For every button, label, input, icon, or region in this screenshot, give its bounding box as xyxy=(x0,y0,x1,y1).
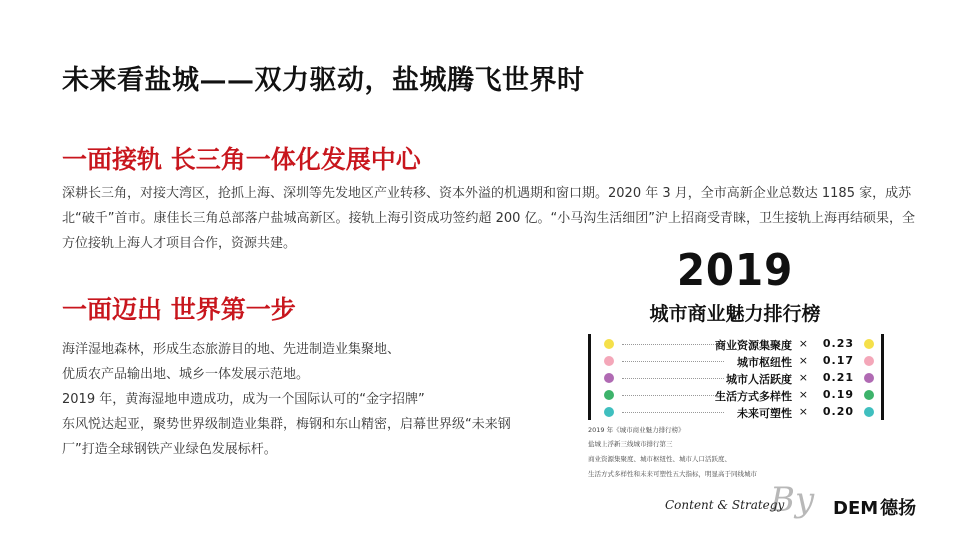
section2-line: 海洋湿地森林，形成生态旅游目的地、先进制造业集聚地、 xyxy=(62,342,401,357)
ranking-score: 0.17 xyxy=(822,354,854,367)
dot-icon xyxy=(864,390,874,400)
times-symbol: × xyxy=(798,388,808,401)
ranking-score: 0.20 xyxy=(822,405,854,418)
ranking-name: 未来可塑性 xyxy=(737,407,792,420)
times-symbol: × xyxy=(798,354,808,367)
ranking-note: 生活方式多样性和未来可塑性五大指标，明显高于同线城市 xyxy=(588,470,757,478)
dot-icon xyxy=(604,339,614,349)
bracket-right xyxy=(881,334,884,420)
ranking-name: 城市人活跃度 xyxy=(726,373,792,386)
dot-icon xyxy=(864,356,874,366)
dot-icon xyxy=(864,407,874,417)
section2-line: 优质农产品输出地、城乡一体发展示范地。 xyxy=(62,367,310,382)
section2-line: 东风悦达起亚，聚势世界级制造业集群，梅钢和东山精密，启幕世界级“未来钢厂”打造全球钢铁产业绿色发展标杆。 xyxy=(62,417,511,457)
dot-icon xyxy=(604,390,614,400)
section2-line: 2019 年，黄海湿地申遗成功，成为一个国际认可的“金字招牌” xyxy=(62,392,425,407)
ranking-score: 0.19 xyxy=(822,388,854,401)
ranking-row xyxy=(604,337,874,353)
ranking-name: 商业资源集聚度 xyxy=(715,339,792,352)
ranking-row xyxy=(604,371,874,387)
footer-by-mark: By xyxy=(770,480,815,520)
dot-icon xyxy=(604,356,614,366)
ranking-row xyxy=(604,388,874,404)
dotted-leader xyxy=(622,344,724,345)
dotted-leader xyxy=(622,378,724,379)
times-symbol: × xyxy=(798,371,808,384)
page-title: 未来看盐城——双力驱动，盐城腾飞世界时 xyxy=(62,65,585,96)
times-symbol: × xyxy=(798,337,808,350)
dot-icon xyxy=(864,339,874,349)
section2-body xyxy=(62,337,532,462)
ranking-name: 生活方式多样性 xyxy=(715,390,792,403)
ranking-name: 城市枢纽性 xyxy=(737,356,792,369)
ranking-list xyxy=(588,334,884,420)
ranking-note: 盐城上浮新三线城市排行第三 xyxy=(588,440,673,448)
dot-icon xyxy=(604,407,614,417)
logo-en: DEM xyxy=(833,498,879,519)
ranking-year: 2019 xyxy=(676,245,794,296)
ranking-note: 商业资源集聚度、城市枢纽性、城市人口活跃度、 xyxy=(588,455,731,463)
times-symbol: × xyxy=(798,405,808,418)
ranking-note: 2019 年《城市商业魅力排行榜》 xyxy=(588,426,685,434)
dot-icon xyxy=(864,373,874,383)
bracket-left xyxy=(588,334,591,420)
footer-content-strategy: Content & Strategy xyxy=(665,498,785,512)
ranking-score: 0.23 xyxy=(822,337,854,350)
ranking-score: 0.21 xyxy=(822,371,854,384)
dem-logo xyxy=(833,494,916,520)
dotted-leader xyxy=(622,395,724,396)
section2-heading: 一面迈出 世界第一步 xyxy=(62,295,296,324)
section1-heading: 一面接轨 长三角一体化发展中心 xyxy=(62,145,421,174)
ranking-row xyxy=(604,405,874,421)
dotted-leader xyxy=(622,412,724,413)
ranking-title: 城市商业魅力排行榜 xyxy=(649,303,821,325)
section1-paragraph: 深耕长三角，对接大湾区，抢抓上海、深圳等先发地区产业转移、资本外溢的机遇期和窗口期。2020 年 3 月，全市高新企业总数达 1185 家，成苏北“破千”首市。康佳长三角总部落户盐城高新区。接轨上海引资成功签约超 200 亿。“小马沟生活细团”沪上招商受青睐，卫生接轨上海再结硕果，全方位接轨上海人才项目合作，资源共建。 xyxy=(62,186,916,251)
logo-cn: 德扬 xyxy=(880,498,917,519)
dotted-leader xyxy=(622,361,724,362)
dot-icon xyxy=(604,373,614,383)
ranking-row xyxy=(604,354,874,370)
